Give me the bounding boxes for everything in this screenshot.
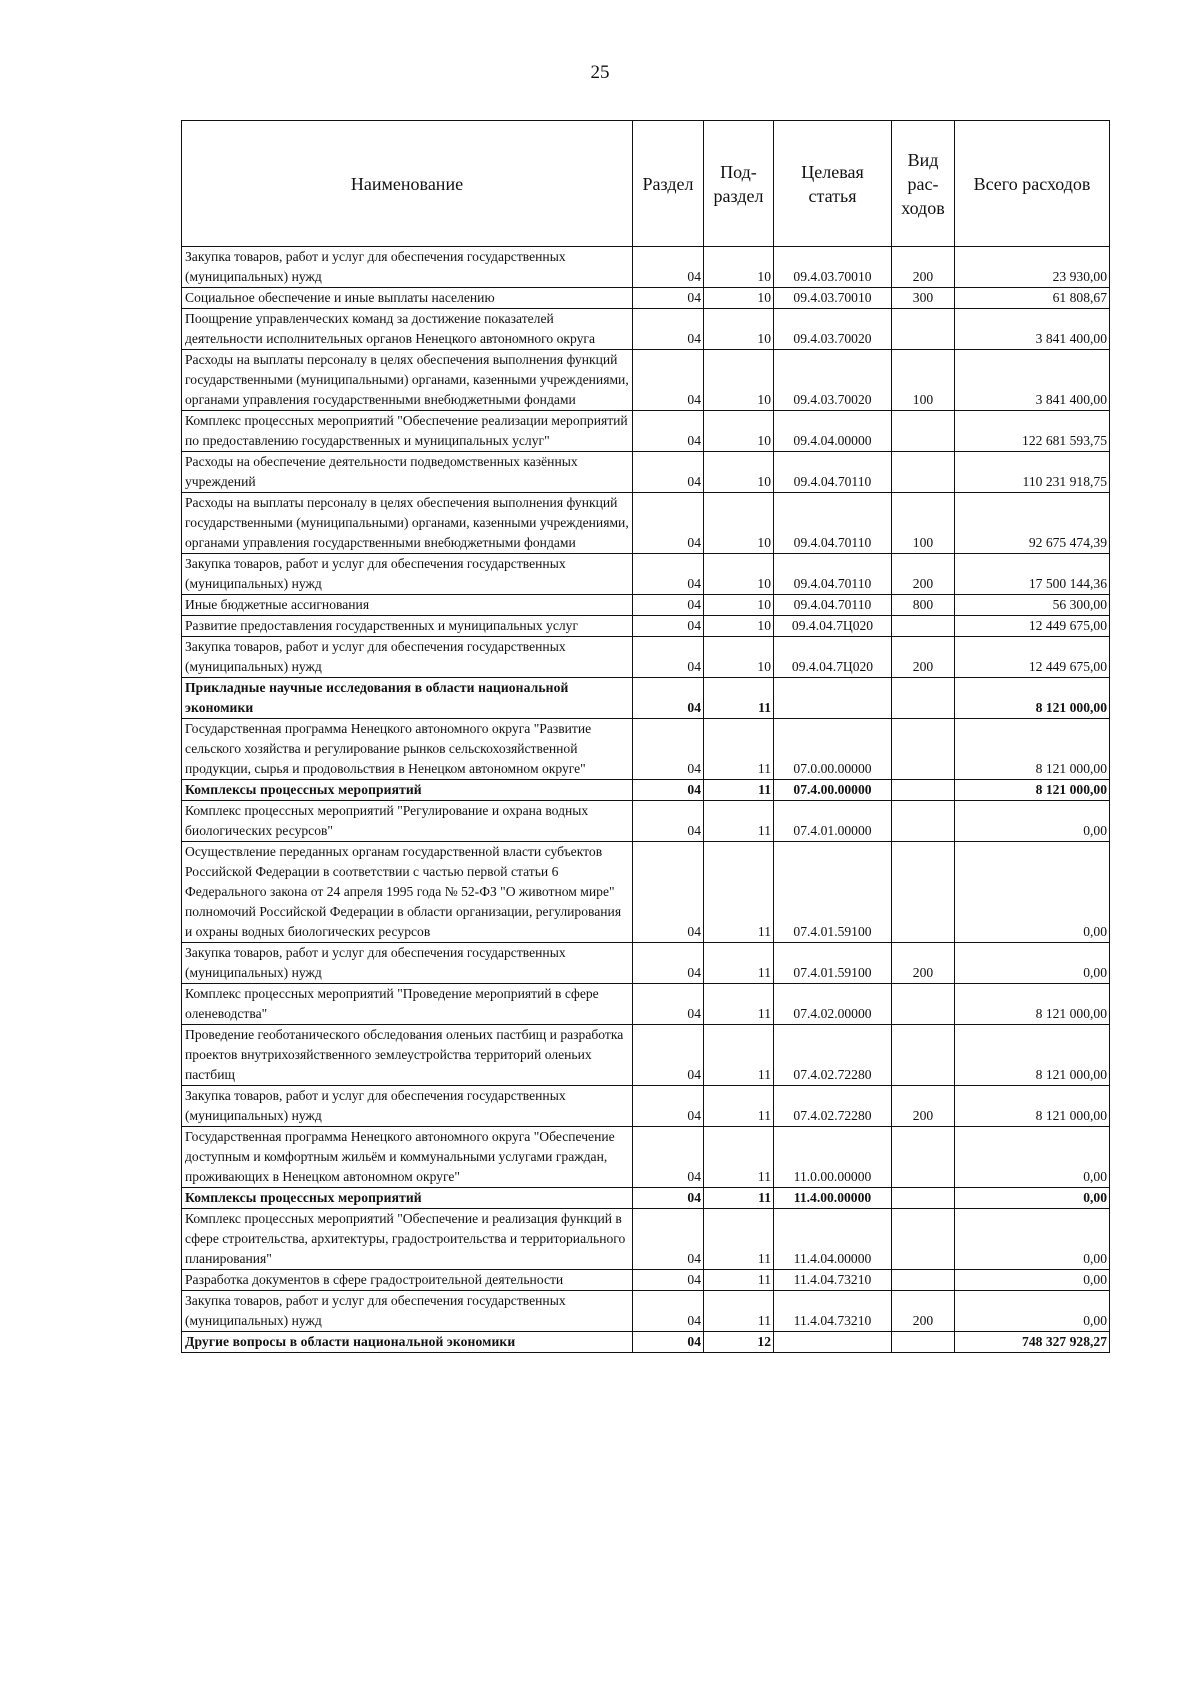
cell-target [774, 678, 892, 719]
cell-total: 0,00 [955, 1209, 1110, 1270]
cell-total: 12 449 675,00 [955, 616, 1110, 637]
cell-subsection: 10 [704, 309, 774, 350]
cell-name: Проведение геоботанического обследования оленьих пастбищ и разработка проектов внутрихозяйственного землеустройства территорий оленьих пастбищ [182, 1025, 633, 1086]
cell-kind: 200 [892, 637, 955, 678]
cell-name: Закупка товаров, работ и услуг для обеспечения государственных (муниципальных) нужд [182, 554, 633, 595]
cell-section: 04 [633, 1291, 704, 1332]
table-row [182, 411, 1110, 452]
cell-subsection: 10 [704, 411, 774, 452]
cell-target: 07.4.02.72280 [774, 1086, 892, 1127]
cell-target: 11.4.04.73210 [774, 1270, 892, 1291]
cell-name: Разработка документов в сфере градостроительной деятельности [182, 1270, 633, 1291]
cell-kind: 200 [892, 554, 955, 595]
cell-name: Социальное обеспечение и иные выплаты населению [182, 288, 633, 309]
cell-section: 04 [633, 678, 704, 719]
cell-section: 04 [633, 1332, 704, 1353]
cell-subsection: 11 [704, 801, 774, 842]
cell-total: 8 121 000,00 [955, 1086, 1110, 1127]
cell-subsection: 10 [704, 493, 774, 554]
cell-subsection: 11 [704, 1270, 774, 1291]
cell-total: 0,00 [955, 1270, 1110, 1291]
cell-name: Государственная программа Ненецкого автономного округа "Обеспечение доступным и комфортным жильём и коммунальными услугами граждан, проживающих в Ненецком автономном округе" [182, 1127, 633, 1188]
cell-kind [892, 719, 955, 780]
table-row [182, 984, 1110, 1025]
cell-total: 56 300,00 [955, 595, 1110, 616]
table-row [182, 309, 1110, 350]
cell-name: Иные бюджетные ассигнования [182, 595, 633, 616]
cell-target: 09.4.03.70020 [774, 309, 892, 350]
cell-name: Закупка товаров, работ и услуг для обеспечения государственных (муниципальных) нужд [182, 943, 633, 984]
cell-subsection: 10 [704, 637, 774, 678]
cell-total: 23 930,00 [955, 247, 1110, 288]
cell-total: 0,00 [955, 842, 1110, 943]
table-row [182, 554, 1110, 595]
cell-section: 04 [633, 554, 704, 595]
table-row [182, 801, 1110, 842]
cell-total: 8 121 000,00 [955, 719, 1110, 780]
cell-subsection: 11 [704, 1127, 774, 1188]
cell-name: Закупка товаров, работ и услуг для обеспечения государственных (муниципальных) нужд [182, 1291, 633, 1332]
page-number: 25 [590, 62, 610, 83]
cell-section: 04 [633, 452, 704, 493]
cell-name: Закупка товаров, работ и услуг для обеспечения государственных (муниципальных) нужд [182, 247, 633, 288]
table-row [182, 780, 1110, 801]
cell-kind [892, 1025, 955, 1086]
table-row [182, 493, 1110, 554]
cell-target: 09.4.03.70010 [774, 247, 892, 288]
cell-name: Расходы на обеспечение деятельности подведомственных казённых учреждений [182, 452, 633, 493]
cell-kind [892, 452, 955, 493]
cell-subsection: 10 [704, 247, 774, 288]
budget-table [181, 120, 1110, 1353]
cell-section: 04 [633, 411, 704, 452]
cell-total: 92 675 474,39 [955, 493, 1110, 554]
cell-subsection: 10 [704, 616, 774, 637]
cell-target [774, 1332, 892, 1353]
cell-kind: 200 [892, 943, 955, 984]
cell-target: 09.4.04.70110 [774, 554, 892, 595]
table-row [182, 1188, 1110, 1209]
cell-target: 07.4.02.72280 [774, 1025, 892, 1086]
cell-total: 0,00 [955, 1291, 1110, 1332]
table-row [182, 452, 1110, 493]
cell-name: Комплекс процессных мероприятий "Обеспечение и реализация функций в сфере строительства, архитектуры, градостроительства и территориального планирования" [182, 1209, 633, 1270]
cell-kind [892, 984, 955, 1025]
cell-total: 61 808,67 [955, 288, 1110, 309]
cell-kind: 300 [892, 288, 955, 309]
column-header-target: Целевая статья [774, 121, 892, 247]
table-row [182, 678, 1110, 719]
cell-section: 04 [633, 1127, 704, 1188]
cell-total: 3 841 400,00 [955, 309, 1110, 350]
cell-kind [892, 1209, 955, 1270]
cell-target: 09.4.04.70110 [774, 493, 892, 554]
cell-target: 09.4.04.00000 [774, 411, 892, 452]
cell-total: 8 121 000,00 [955, 678, 1110, 719]
cell-target: 09.4.03.70020 [774, 350, 892, 411]
table-row [182, 616, 1110, 637]
table-row [182, 1291, 1110, 1332]
table-row [182, 1025, 1110, 1086]
cell-kind: 100 [892, 493, 955, 554]
cell-section: 04 [633, 842, 704, 943]
cell-section: 04 [633, 493, 704, 554]
cell-total: 0,00 [955, 801, 1110, 842]
cell-kind [892, 1332, 955, 1353]
cell-section: 04 [633, 350, 704, 411]
cell-subsection: 10 [704, 350, 774, 411]
cell-subsection: 10 [704, 595, 774, 616]
table-row [182, 637, 1110, 678]
cell-target: 11.4.00.00000 [774, 1188, 892, 1209]
cell-section: 04 [633, 288, 704, 309]
cell-target: 07.0.00.00000 [774, 719, 892, 780]
cell-section: 04 [633, 780, 704, 801]
table-row [182, 1086, 1110, 1127]
cell-target: 07.4.01.59100 [774, 943, 892, 984]
cell-name: Комплекс процессных мероприятий "Обеспечение реализации мероприятий по предоставлению государственных и муниципальных услуг" [182, 411, 633, 452]
cell-section: 04 [633, 1086, 704, 1127]
table-row [182, 1270, 1110, 1291]
cell-kind: 100 [892, 350, 955, 411]
cell-kind [892, 678, 955, 719]
cell-kind [892, 1188, 955, 1209]
cell-section: 04 [633, 637, 704, 678]
cell-total: 3 841 400,00 [955, 350, 1110, 411]
column-header-total: Всего расходов [955, 121, 1110, 247]
cell-target: 09.4.04.7Ц020 [774, 637, 892, 678]
cell-kind [892, 1127, 955, 1188]
cell-name: Комплекс процессных мероприятий "Регулирование и охрана водных биологических ресурсов" [182, 801, 633, 842]
cell-total: 12 449 675,00 [955, 637, 1110, 678]
table-row [182, 943, 1110, 984]
cell-kind [892, 1270, 955, 1291]
cell-total: 122 681 593,75 [955, 411, 1110, 452]
cell-total: 110 231 918,75 [955, 452, 1110, 493]
cell-subsection: 11 [704, 842, 774, 943]
cell-name: Развитие предоставления государственных и муниципальных услуг [182, 616, 633, 637]
cell-target: 09.4.04.70110 [774, 452, 892, 493]
cell-subsection: 11 [704, 943, 774, 984]
table-row [182, 1209, 1110, 1270]
cell-kind: 200 [892, 247, 955, 288]
table-header-row [182, 121, 1110, 247]
cell-total: 0,00 [955, 1188, 1110, 1209]
table-row [182, 247, 1110, 288]
cell-name: Расходы на выплаты персоналу в целях обеспечения выполнения функций государственными (муниципальными) органами, казенными учреждениями, органами управления государственными внебюджетными фондами [182, 493, 633, 554]
cell-target: 07.4.01.59100 [774, 842, 892, 943]
table-row [182, 595, 1110, 616]
cell-target: 11.4.04.00000 [774, 1209, 892, 1270]
cell-name: Комплексы процессных мероприятий [182, 780, 633, 801]
cell-target: 09.4.03.70010 [774, 288, 892, 309]
cell-subsection: 11 [704, 1086, 774, 1127]
cell-total: 0,00 [955, 1127, 1110, 1188]
cell-kind: 200 [892, 1291, 955, 1332]
cell-target: 07.4.00.00000 [774, 780, 892, 801]
cell-subsection: 11 [704, 1188, 774, 1209]
cell-subsection: 10 [704, 554, 774, 595]
cell-subsection: 11 [704, 984, 774, 1025]
cell-total: 8 121 000,00 [955, 780, 1110, 801]
cell-subsection: 11 [704, 1209, 774, 1270]
cell-section: 04 [633, 719, 704, 780]
cell-target: 09.4.04.70110 [774, 595, 892, 616]
cell-subsection: 11 [704, 1291, 774, 1332]
cell-kind [892, 309, 955, 350]
cell-section: 04 [633, 309, 704, 350]
cell-name: Прикладные научные исследования в области национальной экономики [182, 678, 633, 719]
column-header-kind: Вид рас-ходов [892, 121, 955, 247]
cell-kind: 800 [892, 595, 955, 616]
cell-total: 748 327 928,27 [955, 1332, 1110, 1353]
cell-kind: 200 [892, 1086, 955, 1127]
cell-section: 04 [633, 247, 704, 288]
cell-section: 04 [633, 1270, 704, 1291]
cell-total: 8 121 000,00 [955, 1025, 1110, 1086]
table-row [182, 1127, 1110, 1188]
cell-subsection: 10 [704, 288, 774, 309]
cell-target: 07.4.01.00000 [774, 801, 892, 842]
cell-name: Комплексы процессных мероприятий [182, 1188, 633, 1209]
column-header-subsection: Под-раздел [704, 121, 774, 247]
table-row [182, 842, 1110, 943]
cell-subsection: 11 [704, 780, 774, 801]
cell-section: 04 [633, 801, 704, 842]
cell-subsection: 11 [704, 719, 774, 780]
cell-kind [892, 801, 955, 842]
cell-name: Расходы на выплаты персоналу в целях обеспечения выполнения функций государственными (муниципальными) органами, казенными учреждениями, органами управления государственными внебюджетными фондами [182, 350, 633, 411]
cell-total: 17 500 144,36 [955, 554, 1110, 595]
cell-target: 07.4.02.00000 [774, 984, 892, 1025]
cell-section: 04 [633, 1209, 704, 1270]
cell-kind [892, 842, 955, 943]
table-body [182, 247, 1110, 1353]
cell-name: Поощрение управленческих команд за достижение показателей деятельности исполнительных органов Ненецкого автономного округа [182, 309, 633, 350]
cell-name: Государственная программа Ненецкого автономного округа "Развитие сельского хозяйства и регулирование рынков сельскохозяйственной продукции, сырья и продовольствия в Ненецком автономном округе" [182, 719, 633, 780]
cell-subsection: 12 [704, 1332, 774, 1353]
cell-name: Другие вопросы в области национальной экономики [182, 1332, 633, 1353]
cell-name: Закупка товаров, работ и услуг для обеспечения государственных (муниципальных) нужд [182, 637, 633, 678]
cell-total: 8 121 000,00 [955, 984, 1110, 1025]
cell-subsection: 10 [704, 452, 774, 493]
cell-section: 04 [633, 984, 704, 1025]
column-header-section: Раздел [633, 121, 704, 247]
cell-section: 04 [633, 595, 704, 616]
cell-name: Осуществление переданных органам государственной власти субъектов Российской Федерации в соответствии с частью первой статьи 6 Федерального закона от 24 апреля 1995 года № 52-ФЗ "О животном мире" полномочий Российской Федерации в области организации, регулирования и охраны водных биологических ресурсов [182, 842, 633, 943]
column-header-name: Наименование [182, 121, 633, 247]
table-row [182, 1332, 1110, 1353]
table-row [182, 719, 1110, 780]
cell-name: Закупка товаров, работ и услуг для обеспечения государственных (муниципальных) нужд [182, 1086, 633, 1127]
cell-name: Комплекс процессных мероприятий "Проведение мероприятий в сфере оленеводства" [182, 984, 633, 1025]
cell-section: 04 [633, 616, 704, 637]
table-row [182, 350, 1110, 411]
cell-target: 09.4.04.7Ц020 [774, 616, 892, 637]
cell-kind [892, 616, 955, 637]
cell-section: 04 [633, 943, 704, 984]
cell-total: 0,00 [955, 943, 1110, 984]
cell-subsection: 11 [704, 678, 774, 719]
cell-subsection: 11 [704, 1025, 774, 1086]
cell-section: 04 [633, 1025, 704, 1086]
cell-target: 11.0.00.00000 [774, 1127, 892, 1188]
cell-target: 11.4.04.73210 [774, 1291, 892, 1332]
cell-kind [892, 411, 955, 452]
cell-section: 04 [633, 1188, 704, 1209]
cell-kind [892, 780, 955, 801]
table-row [182, 288, 1110, 309]
